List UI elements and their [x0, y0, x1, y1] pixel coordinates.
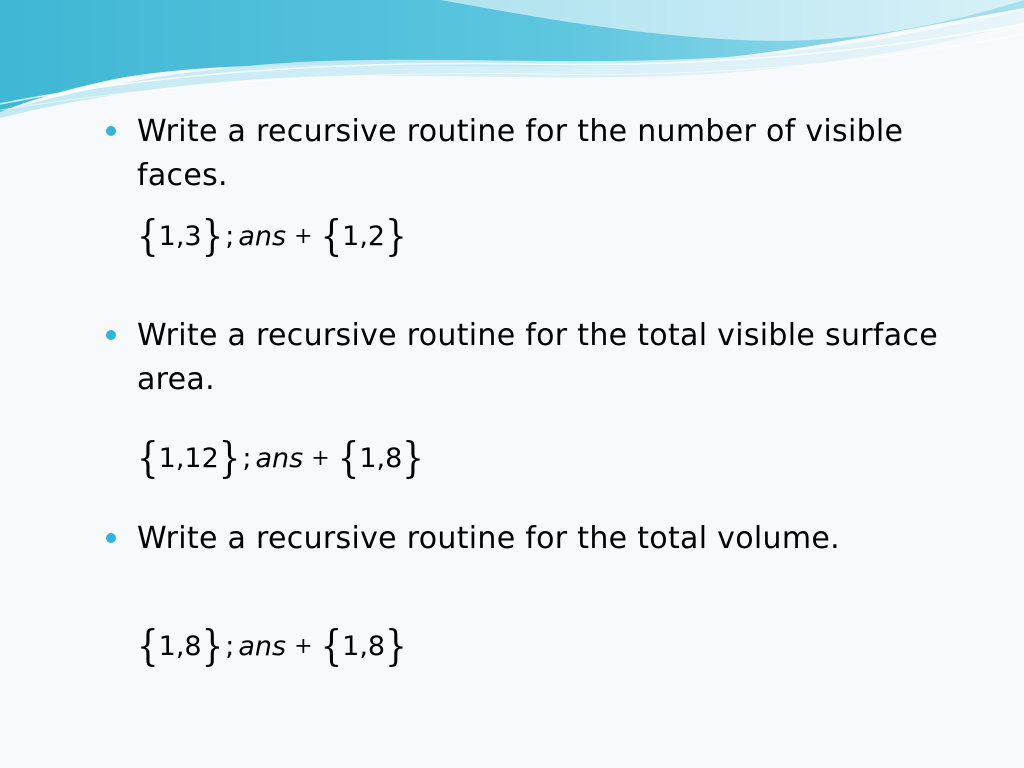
formula-2: { 1,12 } ; ans + { 1,8 } — [137, 433, 424, 483]
formula-3: { 1,8 } ; ans + { 1,8 } — [137, 621, 407, 671]
bullet-text: Write a recursive routine for the total volume. — [137, 521, 840, 556]
formula-operator: + — [294, 633, 313, 659]
formula-init: 1,8 — [158, 630, 202, 662]
formula-variable: ans — [238, 220, 287, 252]
formula-separator: ; — [225, 220, 235, 252]
bullet-text: Write a recursive routine for the total visible surface area. — [137, 318, 938, 397]
formula-variable: ans — [255, 442, 304, 474]
formula-variable: ans — [238, 630, 287, 662]
formula-1: { 1,3 } ; ans + { 1,2 } — [137, 211, 407, 261]
formula-init: 1,3 — [158, 220, 202, 252]
formula-operator: + — [294, 223, 313, 249]
bullet-marker — [106, 330, 116, 340]
formula-step: 1,2 — [342, 220, 386, 252]
bullet-marker — [106, 126, 116, 136]
bullet-marker — [106, 533, 116, 543]
header-wave-decoration — [0, 0, 1024, 120]
bullet-text: Write a recursive routine for the number of visible faces. — [137, 114, 904, 193]
formula-step: 1,8 — [359, 442, 403, 474]
formula-separator: ; — [225, 630, 235, 662]
formula-init: 1,12 — [158, 442, 219, 474]
formula-step: 1,8 — [342, 630, 386, 662]
formula-operator: + — [311, 445, 330, 471]
formula-separator: ; — [242, 442, 252, 474]
